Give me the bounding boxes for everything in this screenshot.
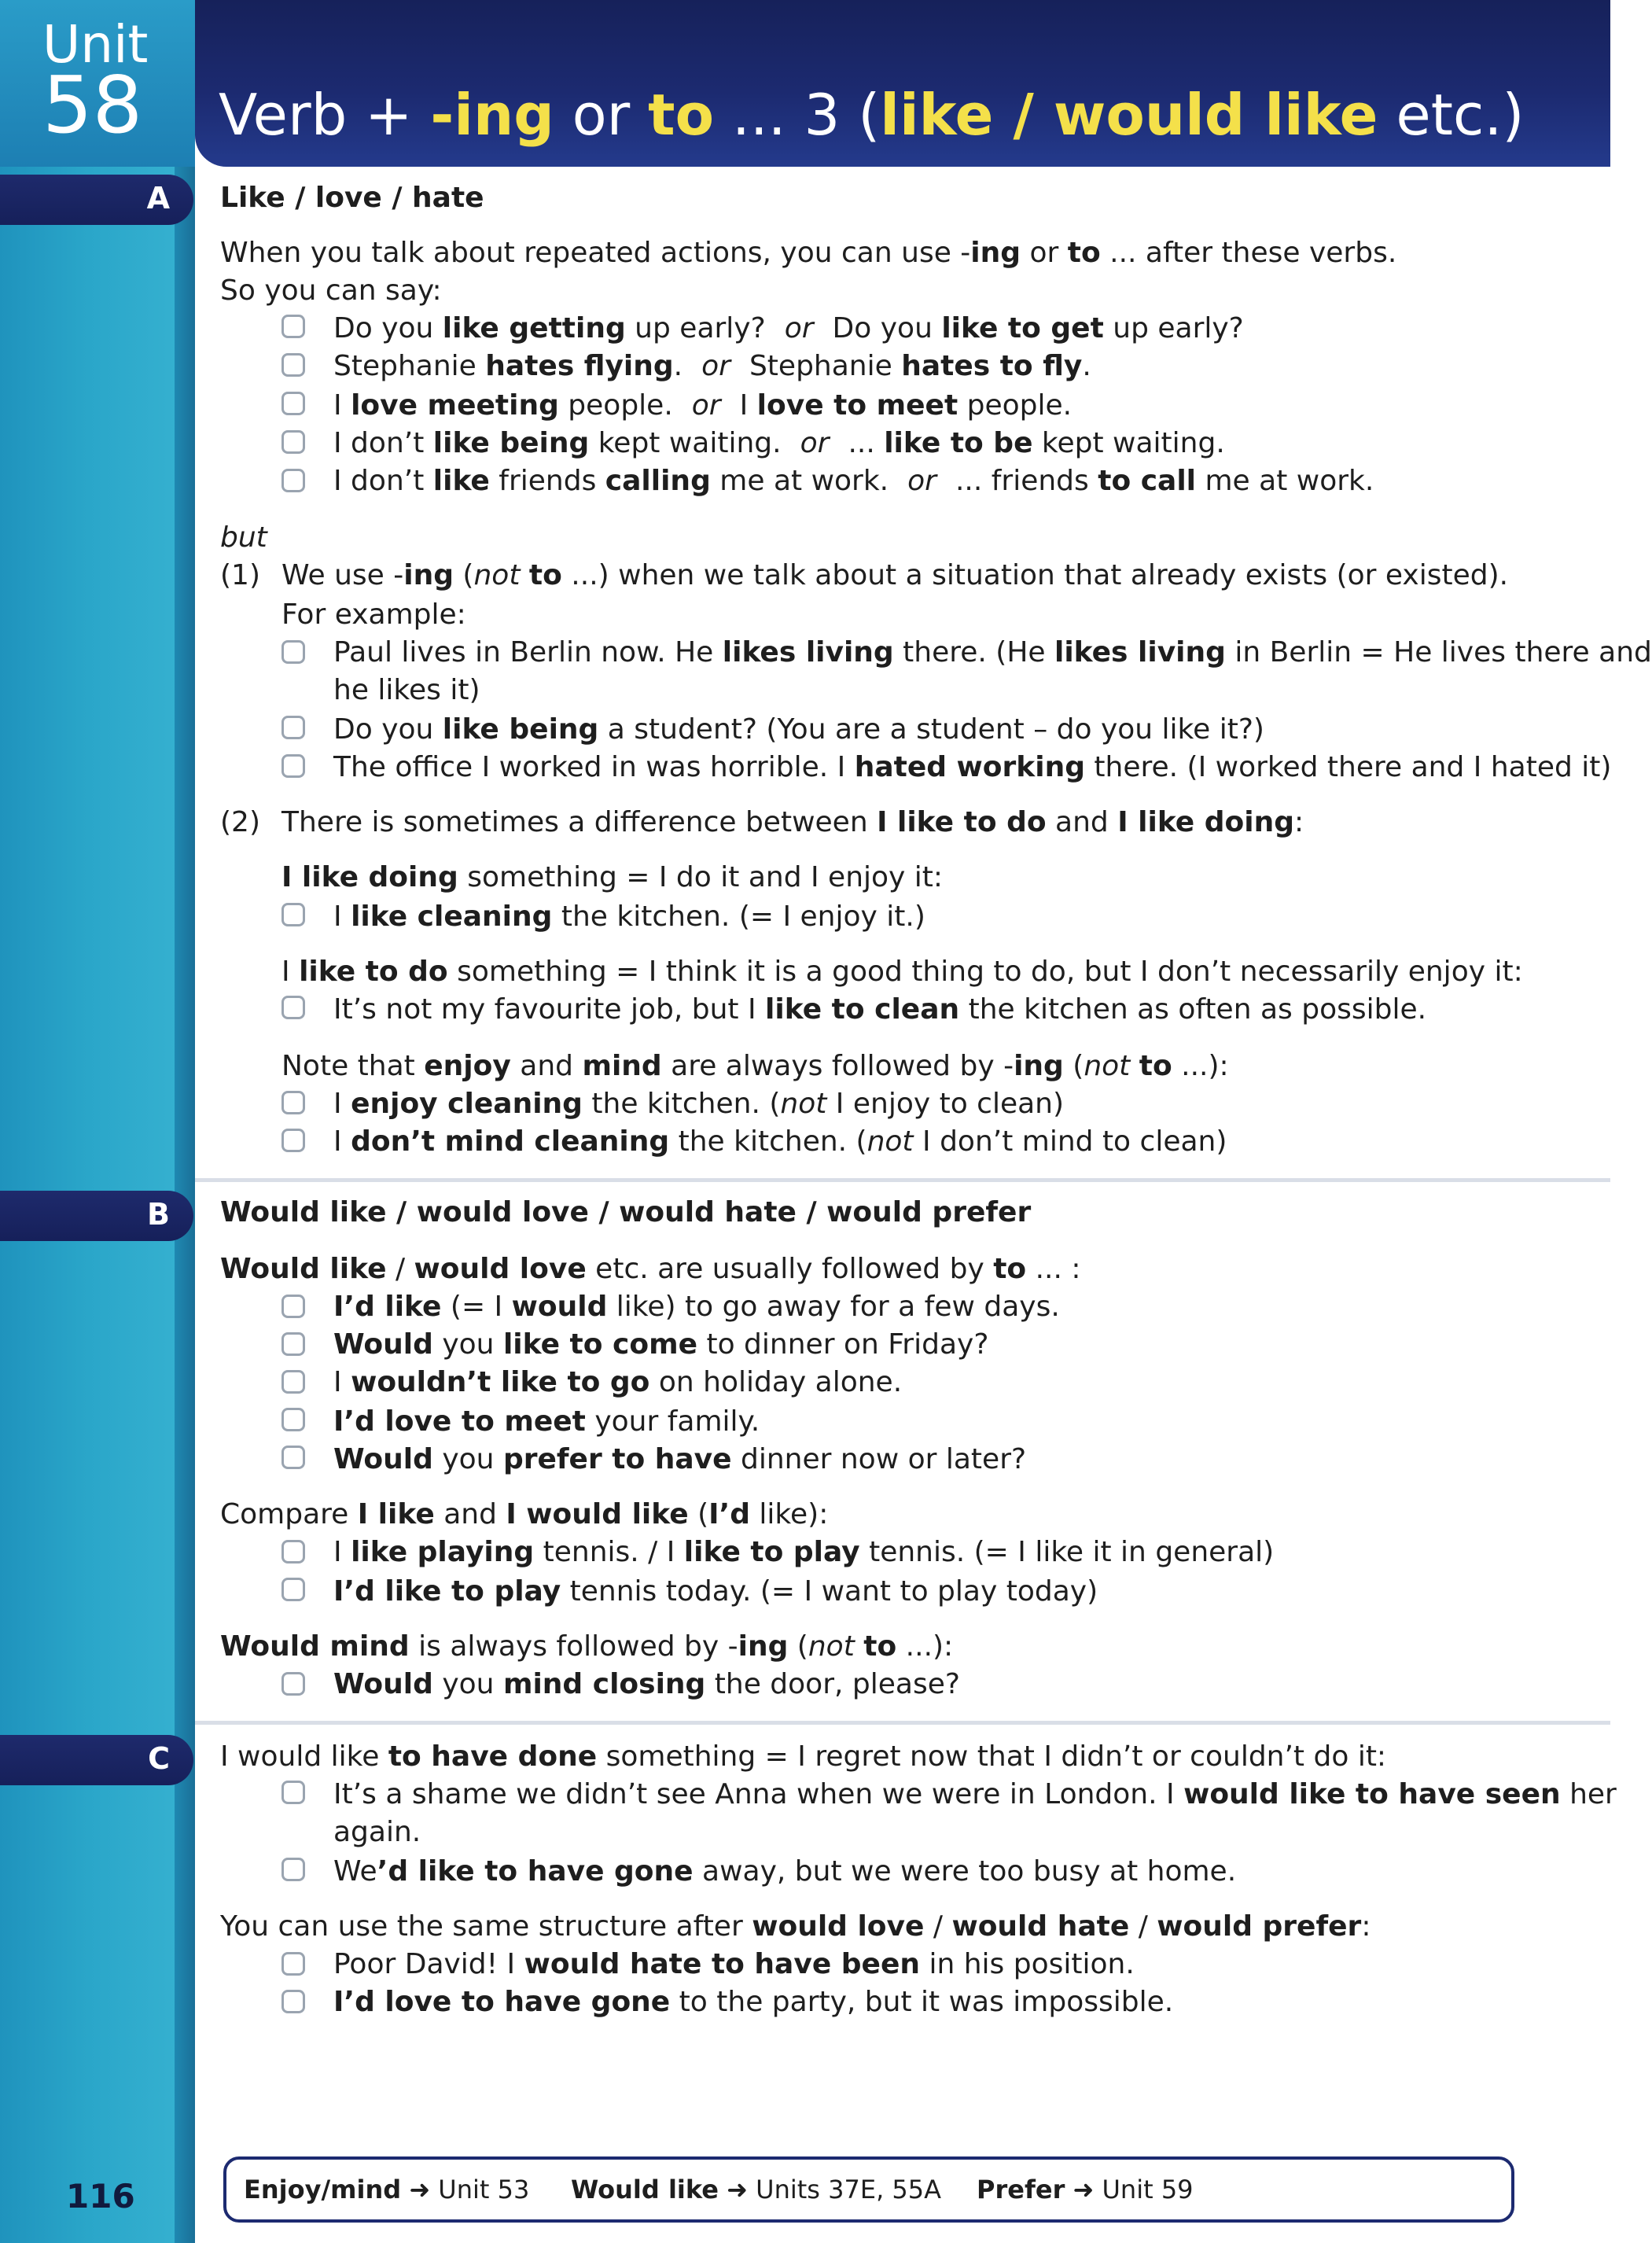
bullet-icon — [281, 754, 305, 778]
a-example-3: I love meeting people. or I love to meet people. — [333, 389, 1073, 422]
c-example-3: Poor David! I would hate to have been in his position. — [333, 1948, 1135, 1980]
bullet-icon — [281, 1952, 305, 1976]
c-example-2: We’d like to have gone away, but we were too busy at home. — [333, 1855, 1237, 1888]
bullet-icon — [281, 1129, 305, 1152]
a-example-11: I enjoy cleaning the kitchen. (not I enjoy to clean) — [333, 1088, 1065, 1120]
header-banner — [195, 0, 1610, 167]
b-example-2: Would you like to come to dinner on Friday? — [333, 1328, 989, 1361]
section-divider-bc — [195, 1721, 1610, 1725]
bullet-icon — [281, 315, 305, 338]
b-example-3: I wouldn’t like to go on holiday alone. — [333, 1366, 903, 1398]
arrow-right-icon: ➜ — [1073, 2175, 1095, 2204]
a-example-2: Stephanie hates flying. or Stephanie hates to fly. — [333, 350, 1091, 382]
bullet-icon — [281, 1672, 305, 1696]
bullet-icon — [281, 353, 305, 377]
b-compare: Compare I like and I would like (I’d like): — [220, 1498, 829, 1530]
arrow-right-icon: ➜ — [727, 2175, 748, 2204]
arrow-right-icon: ➜ — [409, 2175, 431, 2204]
bullet-icon — [281, 1332, 305, 1356]
b-example-4: I’d love to meet your family. — [333, 1405, 760, 1438]
bullet-icon — [281, 903, 305, 926]
a-example-1: Do you like getting up early? or Do you like to get up early? — [333, 312, 1244, 344]
section-tab-a: A — [0, 175, 193, 225]
b-would-mind: Would mind is always followed by -ing (not to ...): — [220, 1630, 954, 1663]
bullet-icon — [281, 1091, 305, 1114]
unit-box — [0, 0, 195, 167]
a-for-example: For example: — [281, 599, 466, 631]
xref-prefer[interactable]: Prefer ➜ Unit 59 — [977, 2175, 1194, 2204]
bullet-icon — [281, 1990, 305, 2013]
xref-enjoy-mind[interactable]: Enjoy/mind ➜ Unit 53 — [244, 2175, 530, 2204]
a-note-2-number: (2) — [220, 806, 260, 838]
a-note-1-number: (1) — [220, 559, 260, 591]
unit-number: 58 — [42, 59, 143, 151]
a-subrule-1: I like doing something = I do it and I enjoy it: — [281, 861, 944, 893]
left-sidebar — [0, 0, 195, 2243]
bullet-icon — [281, 430, 305, 454]
c-intro: I would like to have done something = I regret now that I didn’t or couldn’t do it: — [220, 1740, 1387, 1773]
b-example-1: I’d like (= I would like) to go away for a few days. — [333, 1291, 1060, 1323]
bullet-icon — [281, 716, 305, 739]
b-example-8: Would you mind closing the door, please? — [333, 1668, 960, 1700]
section-tab-b: B — [0, 1191, 193, 1241]
b-example-5: Would you prefer to have dinner now or later? — [333, 1443, 1027, 1475]
bullet-icon — [281, 640, 305, 664]
bullet-icon — [281, 1295, 305, 1318]
cross-reference-box — [223, 2156, 1514, 2223]
bullet-icon — [281, 1370, 305, 1394]
page-number: 116 — [66, 2177, 135, 2215]
bullet-icon — [281, 996, 305, 1019]
bullet-icon — [281, 1540, 305, 1563]
sidebar-edge — [175, 0, 195, 2243]
section-b-heading: Would like / would love / would hate / would prefer — [220, 1196, 1032, 1228]
a-example-10: It’s not my favourite job, but I like to clean the kitchen as often as possible. — [333, 993, 1427, 1026]
a-example-5: I don’t like friends calling me at work. or ... friends to call me at work. — [333, 465, 1374, 497]
bullet-icon — [281, 469, 305, 492]
section-divider-ab — [195, 1178, 1610, 1182]
a-example-9: I like cleaning the kitchen. (= I enjoy it.) — [333, 901, 925, 933]
a-intro-line2: So you can say: — [220, 274, 442, 307]
bullet-icon — [281, 1578, 305, 1601]
b-example-6: I like playing tennis. / I like to play tennis. (= I like it in general) — [333, 1536, 1275, 1568]
a-example-6-cont: he likes it) — [333, 674, 480, 706]
unit-word: Unit — [42, 14, 149, 75]
a-intro-line1: When you talk about repeated actions, you can use -ing or to ... after these verbs. — [220, 237, 1397, 269]
c-same-structure: You can use the same structure after would love / would hate / would prefer: — [220, 1910, 1371, 1943]
c-example-1: It’s a shame we didn’t see Anna when we were in London. I would like to have seen her — [333, 1778, 1617, 1810]
bullet-icon — [281, 1781, 305, 1804]
a-example-8: The office I worked in was horrible. I hated working there. (I worked there and I hated it) — [333, 751, 1612, 783]
c-example-4: I’d love to have gone to the party, but it was impossible. — [333, 1986, 1174, 2018]
section-a-heading: Like / love / hate — [220, 182, 484, 214]
a-subrule-2: I like to do something = I think it is a good thing to do, but I don’t necessarily enjoy it: — [281, 956, 1523, 988]
a-example-4: I don’t like being kept waiting. or ... like to be kept waiting. — [333, 427, 1225, 459]
a-note-1: We use -ing (not to ...) when we talk about a situation that already exists (or existed). — [281, 559, 1509, 591]
bullet-icon — [281, 392, 305, 415]
b-intro: Would like / would love etc. are usually followed by to ... : — [220, 1253, 1081, 1285]
bullet-icon — [281, 1858, 305, 1881]
section-tab-c: C — [0, 1735, 193, 1785]
bullet-icon — [281, 1446, 305, 1469]
a-example-12: I don’t mind cleaning the kitchen. (not I don’t mind to clean) — [333, 1125, 1227, 1158]
bullet-icon — [281, 1408, 305, 1431]
a-example-6: Paul lives in Berlin now. He likes living there. (He likes living in Berlin = He lives there and — [333, 636, 1652, 668]
xref-would-like[interactable]: Would like ➜ Units 37E, 55A — [571, 2175, 942, 2204]
c-example-1-cont: again. — [333, 1816, 421, 1848]
a-note-2: There is sometimes a difference between I like to do and I like doing: — [281, 806, 1304, 838]
page-title: Verb + -ing or to ... 3 (like / would like etc.) — [219, 82, 1525, 148]
a-note-enjoy-mind: Note that enjoy and mind are always followed by -ing (not to ...): — [281, 1050, 1229, 1082]
b-example-7: I’d like to play tennis today. (= I want to play today) — [333, 1575, 1098, 1608]
a-example-7: Do you like being a student? (You are a student – do you like it?) — [333, 713, 1264, 746]
a-but: but — [220, 521, 267, 554]
